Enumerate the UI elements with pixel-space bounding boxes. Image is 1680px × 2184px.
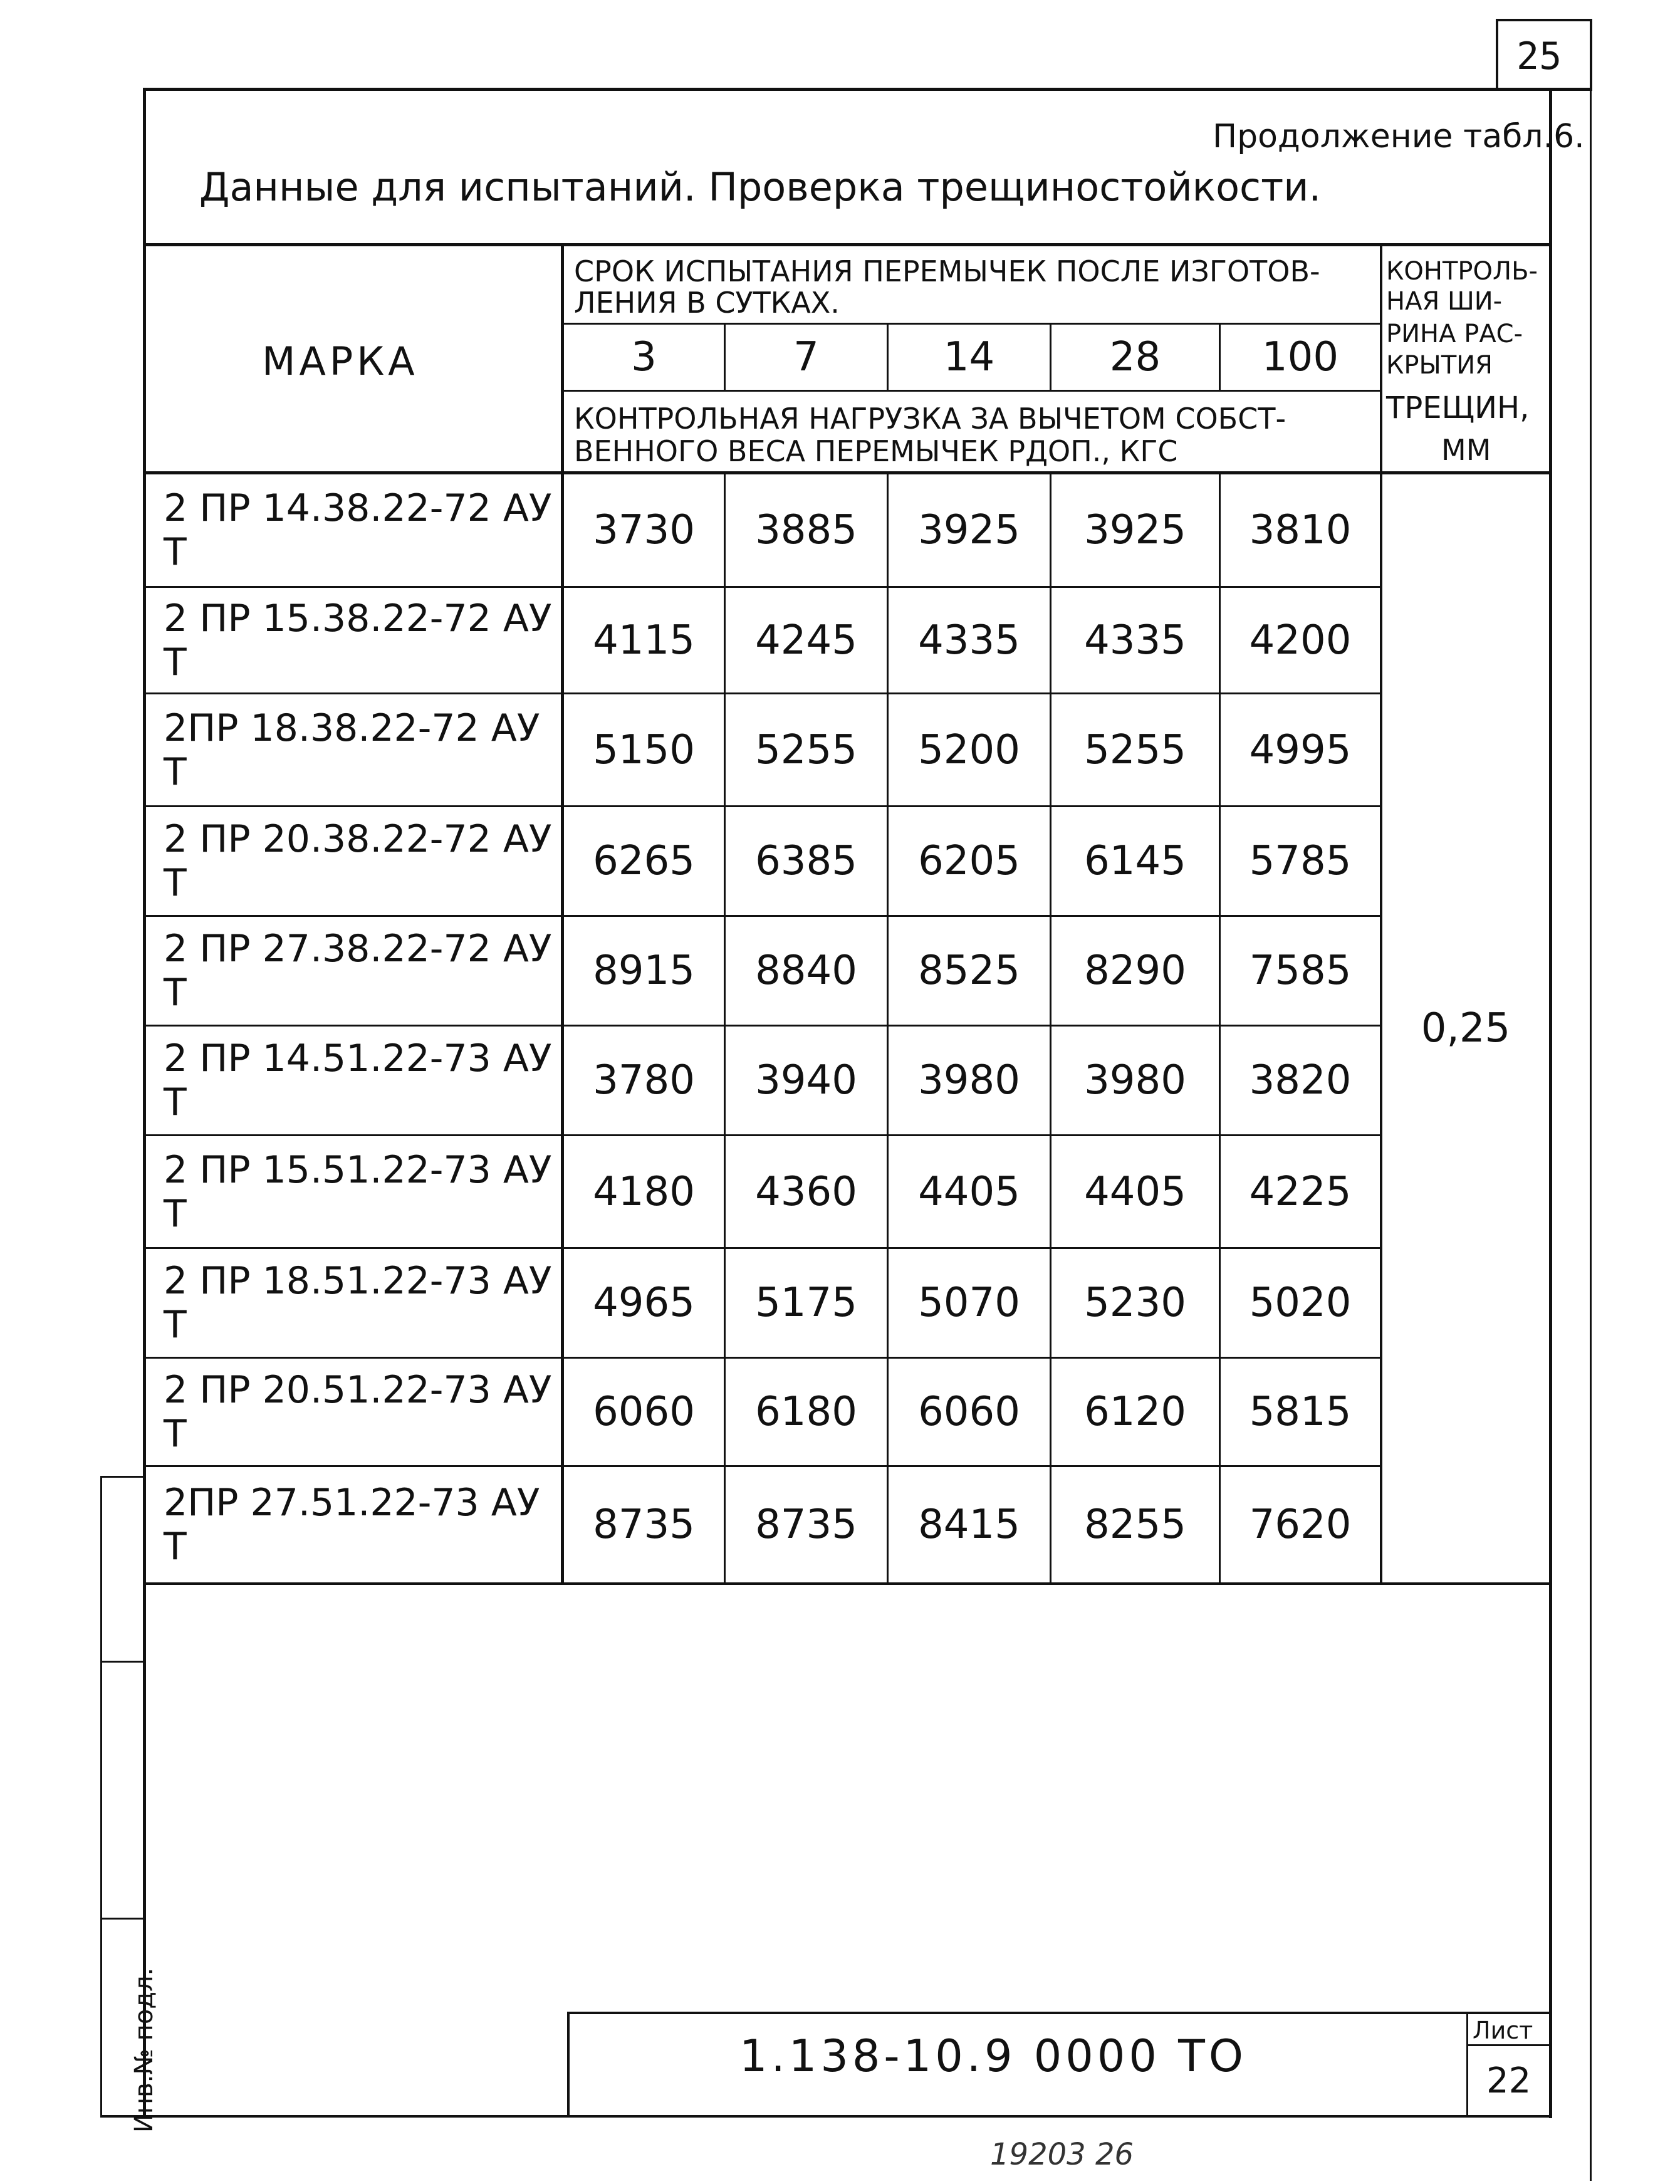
row-10-day-3: 8735 xyxy=(593,1502,695,1548)
crack-width-value: 0,25 xyxy=(1421,1005,1511,1052)
row-8-day-28: 5230 xyxy=(1084,1280,1186,1326)
row-10-day-28: 8255 xyxy=(1084,1502,1186,1548)
row-9-day-3: 6060 xyxy=(593,1389,695,1435)
row-10-mark: 2ПР 27.51.22-73 АУ Т xyxy=(164,1481,540,1569)
row-7-day-14: 4405 xyxy=(918,1168,1020,1215)
row-6-day-28: 3980 xyxy=(1084,1057,1186,1104)
document-code: 1.138-10.9 0000 ТО xyxy=(739,2030,1248,2082)
row-1-mark: 2 ПР 14.38.22-72 АУ Т xyxy=(164,486,552,574)
row-5-day-100: 7585 xyxy=(1249,948,1352,994)
row-2-day-28: 4335 xyxy=(1084,617,1186,664)
row-9-day-14: 6060 xyxy=(918,1389,1020,1435)
row-5-day-7: 8840 xyxy=(755,948,857,994)
day-7-header: 7 xyxy=(793,334,819,380)
row-10-day-14: 8415 xyxy=(918,1502,1020,1548)
test-period-header-line1: СРОК ИСПЫТАНИЯ ПЕРЕМЫЧЕК ПОСЛЕ ИЗГОТОВ- xyxy=(574,254,1320,288)
row-3-mark: 2ПР 18.38.22-72 АУ Т xyxy=(164,706,540,794)
row-7-day-3: 4180 xyxy=(593,1168,695,1215)
row-2-day-14: 4335 xyxy=(918,617,1020,664)
row-1-day-7: 3885 xyxy=(755,507,857,553)
sheet-number: 22 xyxy=(1486,2061,1531,2101)
row-2-day-7: 4245 xyxy=(755,617,857,664)
row-9-day-28: 6120 xyxy=(1084,1389,1186,1435)
row-7-day-7: 4360 xyxy=(755,1168,857,1215)
control-load-header-line1: КОНТРОЛЬНАЯ НАГРУЗКА ЗА ВЫЧЕТОМ СОБСТ- xyxy=(574,402,1286,436)
row-8-day-14: 5070 xyxy=(918,1280,1020,1326)
row-9-mark: 2 ПР 20.51.22-73 АУ Т xyxy=(164,1368,552,1456)
day-3-header: 3 xyxy=(631,334,657,380)
row-1-day-100: 3810 xyxy=(1249,507,1352,553)
row-3-day-28: 5255 xyxy=(1084,726,1186,773)
crack-width-header-4: КРЫТИЯ xyxy=(1386,351,1493,380)
row-1-day-3: 3730 xyxy=(593,507,695,553)
bottom-note: 19203 26 xyxy=(990,2137,1134,2172)
row-2-day-100: 4200 xyxy=(1249,617,1352,664)
row-4-day-14: 6205 xyxy=(918,838,1020,884)
row-1-day-14: 3925 xyxy=(918,507,1020,553)
row-5-day-14: 8525 xyxy=(918,948,1020,994)
crack-width-header-6: ММ xyxy=(1441,433,1491,467)
day-14-header: 14 xyxy=(943,334,995,380)
sheet-label: Лист xyxy=(1473,2017,1533,2044)
day-28-header: 28 xyxy=(1109,334,1161,380)
row-7-day-28: 4405 xyxy=(1084,1168,1186,1215)
row-6-day-3: 3780 xyxy=(593,1057,695,1104)
continuation-label: Продолжение табл.6. xyxy=(1213,118,1585,155)
day-100-header: 100 xyxy=(1261,334,1339,380)
row-3-day-7: 5255 xyxy=(755,726,857,773)
row-8-day-100: 5020 xyxy=(1249,1280,1352,1326)
row-4-day-28: 6145 xyxy=(1084,838,1186,884)
row-5-day-3: 8915 xyxy=(593,948,695,994)
row-7-day-100: 4225 xyxy=(1249,1168,1352,1215)
crack-width-header-2: НАЯ ШИ- xyxy=(1386,287,1503,316)
control-load-header-line2: ВЕННОГО ВЕСА ПЕРЕМЫЧЕК РДОП., КГС xyxy=(574,434,1178,468)
row-3-day-100: 4995 xyxy=(1249,726,1352,773)
row-9-day-7: 6180 xyxy=(755,1389,857,1435)
row-4-day-7: 6385 xyxy=(755,838,857,884)
row-4-day-3: 6265 xyxy=(593,838,695,884)
row-9-day-100: 5815 xyxy=(1249,1389,1352,1435)
page-number: 25 xyxy=(1516,34,1562,78)
row-2-day-3: 4115 xyxy=(593,617,695,664)
row-3-day-14: 5200 xyxy=(918,726,1020,773)
row-8-day-3: 4965 xyxy=(593,1280,695,1326)
row-4-mark: 2 ПР 20.38.22-72 АУ Т xyxy=(164,817,552,905)
row-1-day-28: 3925 xyxy=(1084,507,1186,553)
crack-width-header-3: РИНА РАС- xyxy=(1386,320,1523,348)
test-period-header-line2: ЛЕНИЯ В СУТКАХ. xyxy=(574,286,840,320)
crack-width-header-1: КОНТРОЛЬ- xyxy=(1386,257,1538,286)
row-10-day-100: 7620 xyxy=(1249,1502,1352,1548)
row-10-day-7: 8735 xyxy=(755,1502,857,1548)
row-3-day-3: 5150 xyxy=(593,726,695,773)
side-inventory-label: Инв.№ подл. xyxy=(130,1967,159,2133)
row-6-day-100: 3820 xyxy=(1249,1057,1352,1104)
row-5-day-28: 8290 xyxy=(1084,948,1186,994)
row-5-mark: 2 ПР 27.38.22-72 АУ Т xyxy=(164,927,552,1015)
row-6-day-7: 3940 xyxy=(755,1057,857,1104)
row-6-mark: 2 ПР 14.51.22-73 АУ Т xyxy=(164,1037,552,1124)
mark-column-header: МАРКА xyxy=(262,338,419,384)
row-2-mark: 2 ПР 15.38.22-72 АУ Т xyxy=(164,596,552,684)
row-6-day-14: 3980 xyxy=(918,1057,1020,1104)
row-4-day-100: 5785 xyxy=(1249,838,1352,884)
row-8-day-7: 5175 xyxy=(755,1280,857,1326)
row-8-mark: 2 ПР 18.51.22-73 АУ Т xyxy=(164,1259,552,1347)
crack-width-header-5: ТРЕЩИН, xyxy=(1386,390,1530,426)
page-title: Данные для испытаний. Проверка трещиностойкости. xyxy=(199,164,1322,210)
row-7-mark: 2 ПР 15.51.22-73 АУ Т xyxy=(164,1147,552,1236)
